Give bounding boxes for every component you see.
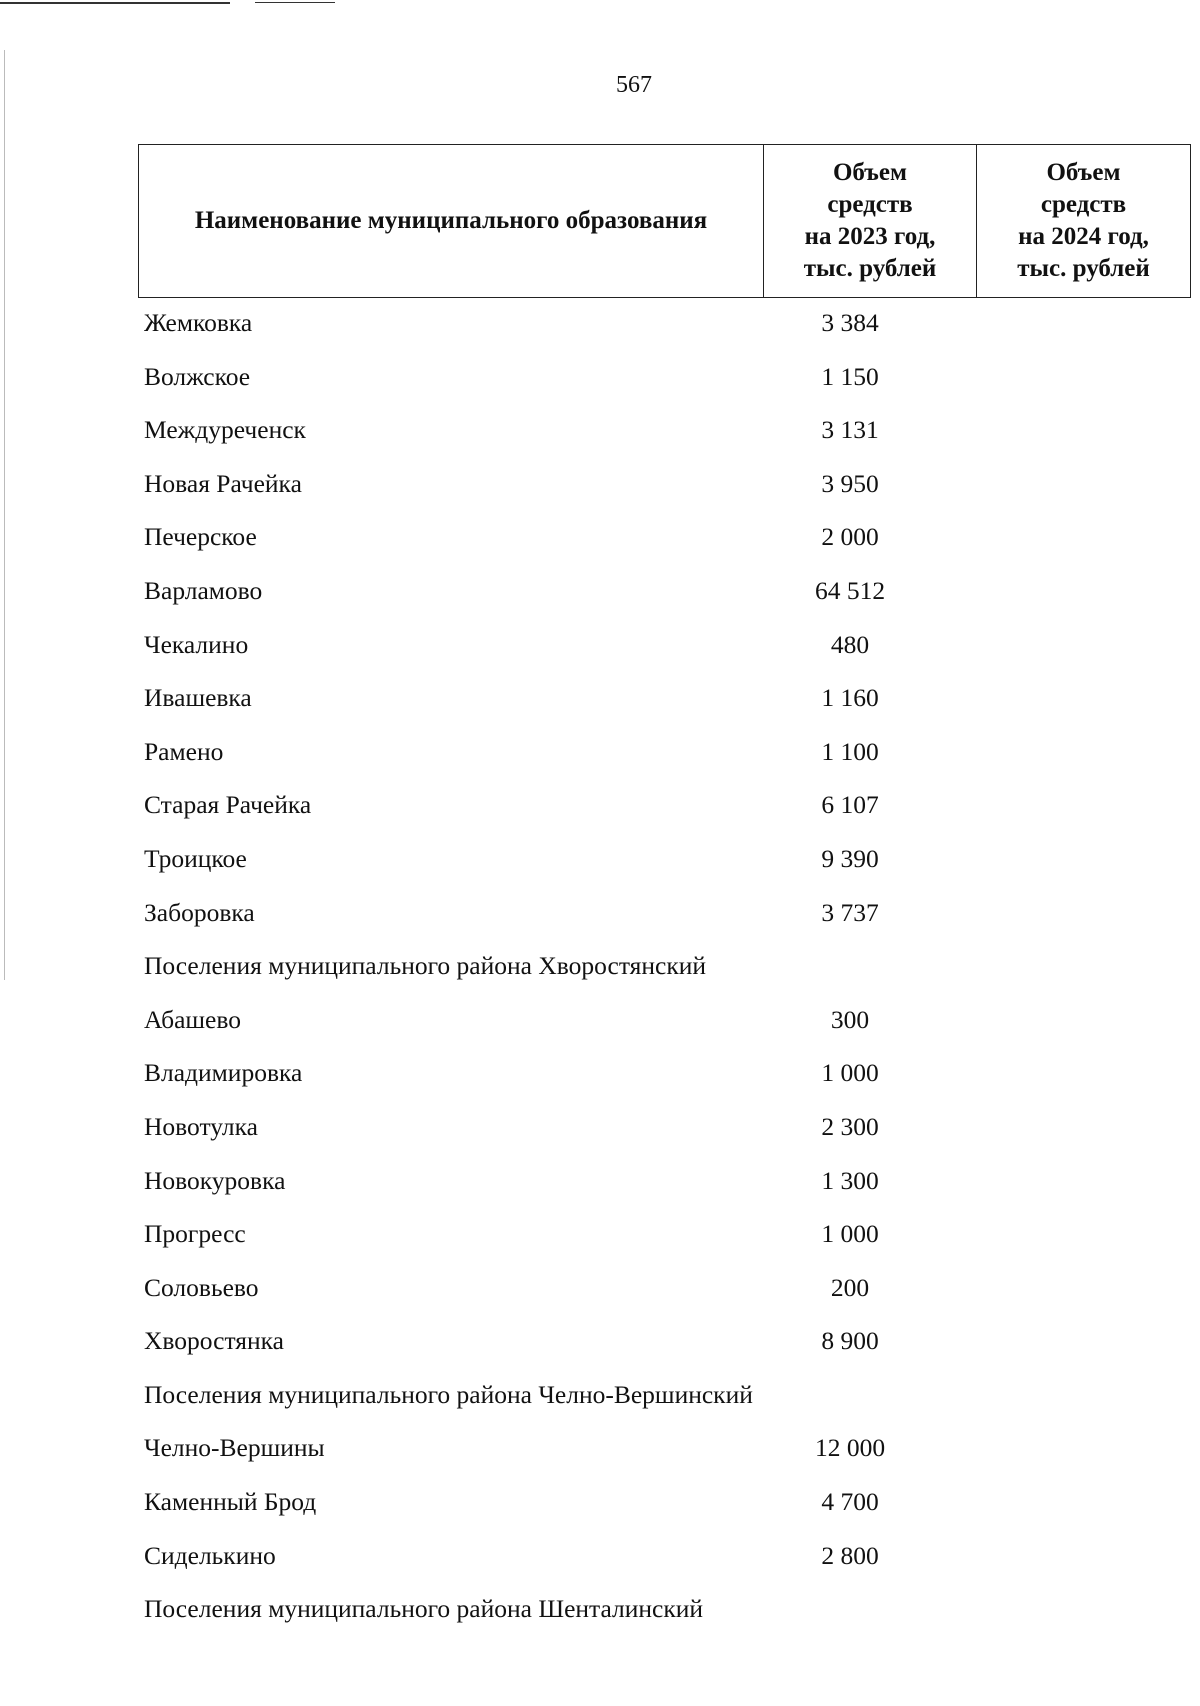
municipality-name: Новокуровка (144, 1165, 286, 1195)
header-line: средств (827, 191, 913, 218)
municipality-name: Ивашевка (144, 683, 252, 713)
volume-2023-value: 300 (830, 1004, 870, 1034)
volume-2023-value: 1 100 (821, 736, 879, 766)
table-row (0, 512, 1200, 566)
header-line: тыс. рублей (803, 255, 937, 282)
volume-2023-value: 1 300 (821, 1165, 879, 1195)
municipality-name: Заборовка (144, 897, 255, 927)
municipality-name: Старая Рачейка (144, 790, 312, 820)
municipality-name: Жемковка (144, 308, 253, 337)
table-row (0, 1209, 1200, 1263)
municipality-name: Троицкое (144, 843, 247, 873)
header-line: на 2024 год, (1018, 223, 1149, 250)
table-row (0, 1102, 1200, 1156)
table-row (0, 1423, 1200, 1477)
volume-2023-value: 4 700 (821, 1487, 879, 1517)
volume-2023-value: 9 390 (821, 843, 879, 873)
volume-2023-value: 3 737 (821, 897, 879, 927)
municipality-name: Чекалино (144, 629, 249, 659)
municipality-name: Сиделькино (144, 1540, 276, 1570)
table-row (0, 727, 1200, 781)
volume-2023-value: 8 900 (821, 1326, 879, 1356)
volume-2023-value: 1 000 (821, 1058, 879, 1088)
table-row (0, 1263, 1200, 1317)
volume-2023-value: 480 (830, 629, 870, 659)
table-row (0, 941, 1200, 995)
volume-2023-value: 1 160 (821, 683, 879, 713)
volume-2023-value: 2 800 (821, 1540, 879, 1570)
table-row (0, 673, 1200, 727)
table-row (0, 405, 1200, 459)
table-row (0, 1477, 1200, 1531)
scan-artifact-top-line (255, 2, 335, 3)
municipality-name: Поселения муниципального района Хворостянский (144, 951, 707, 981)
municipality-name: Новая Рачейка (144, 468, 302, 498)
header-line: Объем (1046, 159, 1121, 186)
volume-2023-value: 12 000 (814, 1433, 886, 1463)
scan-artifact-top-line (0, 2, 230, 4)
page-number: 567 (616, 72, 652, 98)
municipality-name: Варламово (144, 575, 263, 605)
municipality-name: Поселения муниципального района Шенталинский (144, 1594, 704, 1624)
header-municipality-name: Наименование муниципального образования (139, 145, 764, 298)
municipality-name: Печерское (144, 522, 257, 552)
volume-2023-value: 2 300 (821, 1111, 879, 1141)
header-line: Объем (832, 159, 908, 186)
table-row (0, 298, 1200, 352)
header-line: тыс. рублей (1017, 255, 1150, 282)
table-row (0, 834, 1200, 888)
table-row (0, 1370, 1200, 1424)
municipality-name: Прогресс (144, 1219, 246, 1249)
municipality-name: Поселения муниципального района Челно-Вершинский (144, 1379, 753, 1409)
header-volume-2023 (764, 145, 977, 298)
table-row (0, 1531, 1200, 1585)
table-row (0, 1316, 1200, 1370)
municipality-name: Каменный Брод (144, 1487, 317, 1517)
municipality-name: Новотулка (144, 1111, 258, 1141)
table-row (0, 888, 1200, 942)
municipality-name: Владимировка (144, 1058, 303, 1088)
table-row (0, 352, 1200, 406)
table-row (0, 1156, 1200, 1210)
municipality-name: Волжское (144, 361, 251, 391)
municipality-name: Рамено (144, 736, 224, 766)
volume-2023-value: 3 384 (821, 308, 879, 337)
table-row (0, 459, 1200, 513)
volume-2023-value: 6 107 (821, 790, 879, 820)
header-volume-2024 (977, 145, 1191, 298)
volume-2023-value: 64 512 (814, 575, 886, 605)
table-row (0, 566, 1200, 620)
table-row (0, 995, 1200, 1049)
volume-2023-value: 3 131 (821, 415, 879, 445)
header-line: на 2023 год, (804, 223, 936, 250)
municipality-name: Абашево (144, 1004, 241, 1034)
table-row (0, 620, 1200, 674)
volume-2023-value: 200 (830, 1272, 870, 1302)
volume-2023-value: 1 000 (821, 1219, 879, 1249)
table-row (0, 1584, 1200, 1638)
table-row (0, 1048, 1200, 1102)
volume-2023-value: 3 950 (821, 468, 879, 498)
municipality-name: Междуреченск (144, 415, 306, 445)
municipality-name: Соловьево (144, 1272, 259, 1302)
table-row (0, 780, 1200, 834)
header-line: средств (1040, 191, 1127, 218)
table-body (0, 298, 1200, 1638)
table-header (138, 144, 1191, 298)
volume-2023-value: 2 000 (821, 522, 879, 552)
municipality-name: Челно-Вершины (144, 1433, 325, 1463)
municipality-name: Хворостянка (144, 1326, 284, 1356)
volume-2023-value: 1 150 (821, 361, 879, 391)
